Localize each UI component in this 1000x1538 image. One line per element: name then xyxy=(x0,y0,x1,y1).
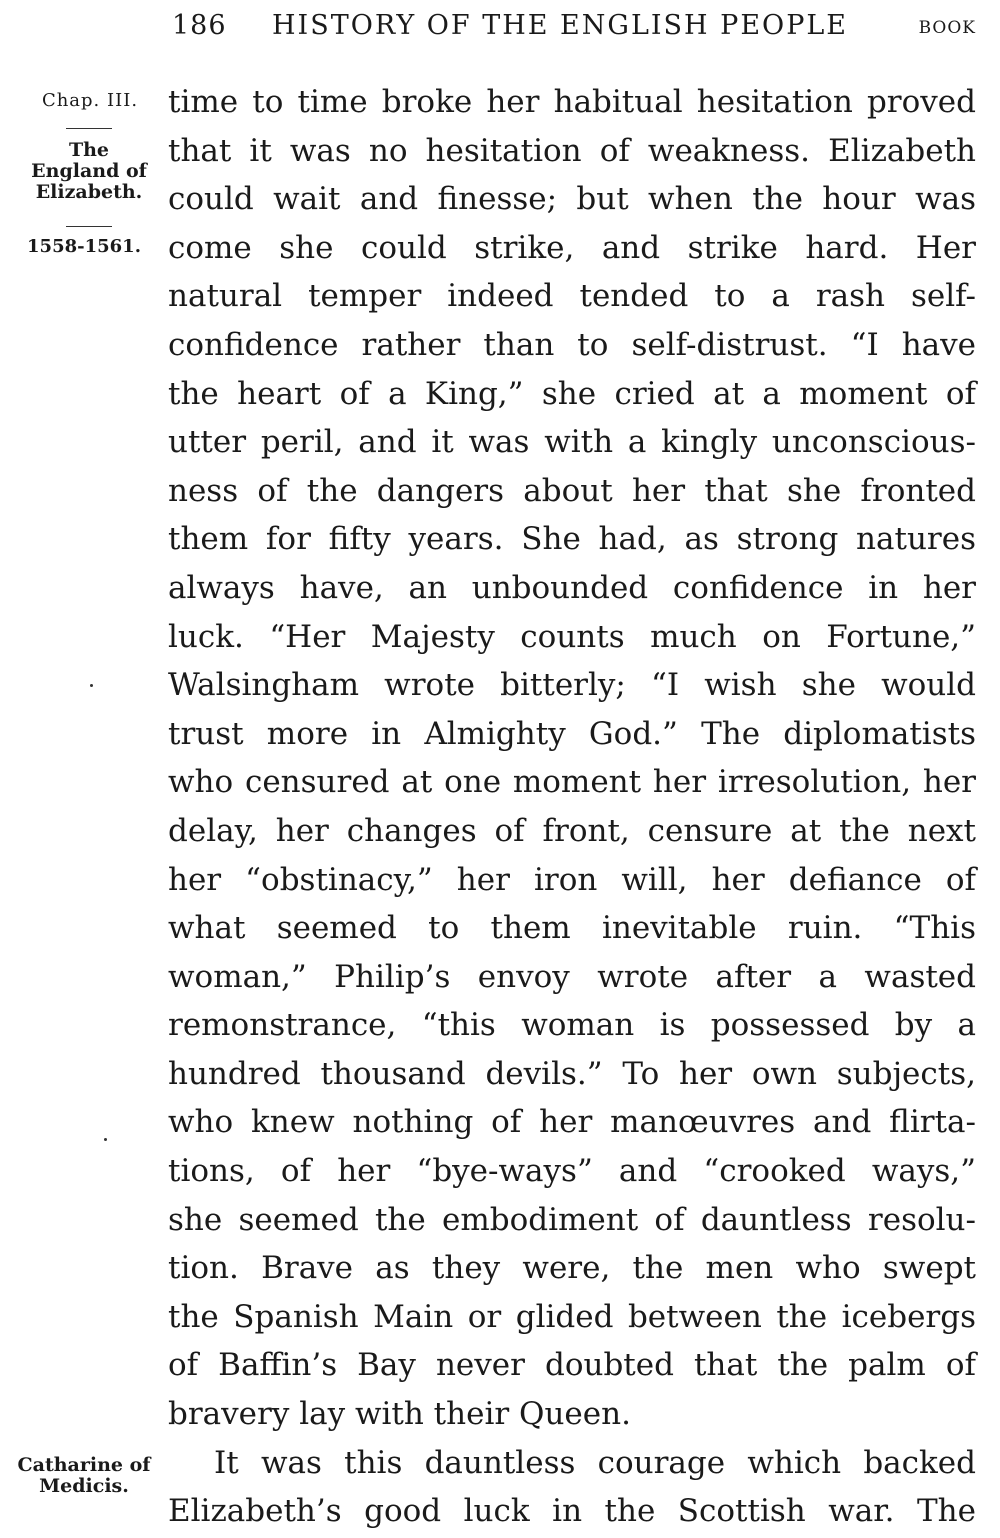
margin-dates: 1558-1561. xyxy=(27,236,141,257)
text-line: always have, an unbounded confidence in her xyxy=(168,569,976,606)
text-line: tions, of her “bye-ways” and “crooked ways,” xyxy=(168,1153,976,1190)
text-line: who knew nothing of her manœuvres and flirta- xyxy=(168,1104,976,1141)
text-line: remonstrance, “this woman is possessed by a xyxy=(168,1007,976,1044)
margin-topic-line: The xyxy=(68,139,110,161)
text-line: woman,” Philip’s envoy wrote after a wasted xyxy=(168,958,976,995)
text-line: could wait and finesse; but when the hour was xyxy=(168,181,976,218)
speck-mark xyxy=(104,1138,107,1141)
margin-topic-line: Elizabeth. xyxy=(35,181,143,203)
text-line: she seemed the embodiment of dauntless resolu- xyxy=(168,1201,976,1238)
text-line: natural temper indeed tended to a rash self- xyxy=(168,278,976,315)
margin-rule xyxy=(66,128,112,129)
text-line: come she could strike, and strike hard. Her xyxy=(168,229,976,266)
text-line: the Spanish Main or glided between the icebergs xyxy=(168,1298,976,1335)
text-line: the heart of a King,” she cried at a moment of xyxy=(168,375,976,412)
text-line: delay, her changes of front, censure at the next xyxy=(168,812,976,849)
running-title: HISTORY OF THE ENGLISH PEOPLE xyxy=(272,10,848,41)
text-line: trust more in Almighty God.” The diplomatists xyxy=(168,715,976,752)
body-text xyxy=(168,78,976,1536)
text-line: bravery lay with their Queen. xyxy=(168,1396,631,1433)
text-line: hundred thousand devils.” To her own subjects, xyxy=(168,1055,976,1092)
text-line: of Baffin’s Bay never doubted that the palm of xyxy=(168,1347,976,1384)
text-line: them for fifty years. She had, as strong natures xyxy=(168,521,976,558)
margin-rule xyxy=(66,226,112,227)
text-line: that it was no hesitation of weakness. Elizabeth xyxy=(168,132,976,169)
book-label: BOOK xyxy=(918,18,976,38)
text-line: confidence rather than to self-distrust. “I have xyxy=(168,326,976,363)
margin-topic-line: England of xyxy=(31,160,147,182)
text-line: who censured at one moment her irresolution, her xyxy=(168,764,976,801)
chapter-label: Chap. III. xyxy=(41,90,139,111)
text-line: It was this dauntless courage which backed xyxy=(214,1444,976,1481)
margin-topic xyxy=(14,140,164,203)
text-line: tion. Brave as they were, the men who swept xyxy=(168,1250,976,1287)
running-header xyxy=(0,6,1000,46)
text-line: utter peril, and it was with a kingly unconscious- xyxy=(168,424,976,461)
text-line: what seemed to them inevitable ruin. “This xyxy=(168,910,976,947)
text-line: her “obstinacy,” her iron will, her defiance of xyxy=(168,861,976,898)
page-number: 186 xyxy=(172,10,227,41)
text-line: Walsingham wrote bitterly; “I wish she would xyxy=(168,667,976,704)
side-note-line: Medicis. xyxy=(39,1475,129,1497)
text-line: Elizabeth’s good luck in the Scottish war. The xyxy=(168,1493,976,1530)
text-line: time to time broke her habitual hesitation proved xyxy=(168,84,976,120)
text-line: ness of the dangers about her that she fronted xyxy=(168,472,976,509)
side-note-line: Catharine of xyxy=(17,1454,151,1476)
text-line: luck. “Her Majesty counts much on Fortune,” xyxy=(168,618,976,655)
speck-mark xyxy=(90,684,93,687)
margin-side-note xyxy=(4,1455,164,1497)
